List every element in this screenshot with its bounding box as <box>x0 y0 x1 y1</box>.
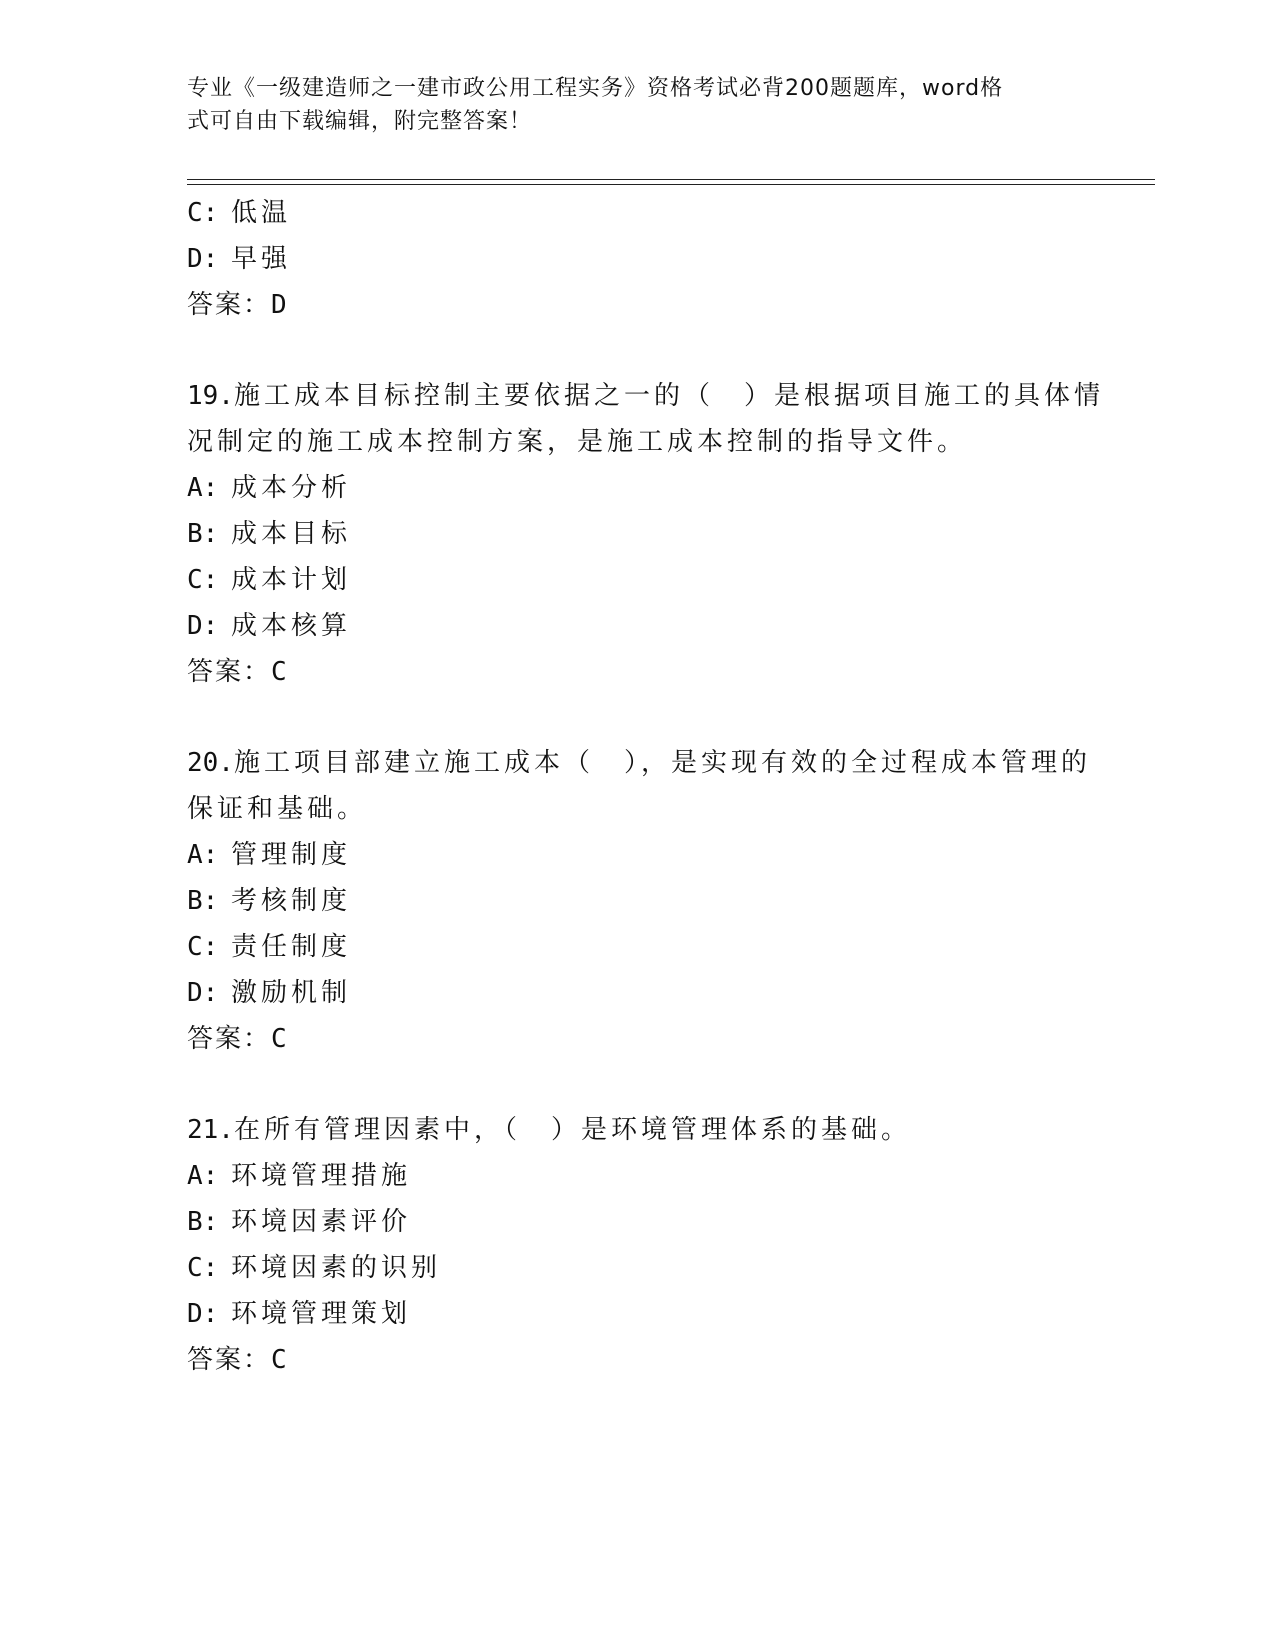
option-c <box>187 557 1087 603</box>
question-stem-text: 施工成本目标控制主要依据之一的（ ）是根据项目施工的具体情 <box>233 381 1104 411</box>
question-stem-line-2: 况制定的施工成本控制方案，是施工成本控制的指导文件。 <box>187 427 968 457</box>
option-key: C: <box>187 1253 219 1283</box>
option-key: A: <box>187 840 219 870</box>
answer-label: 答案： <box>187 1024 272 1054</box>
option-text: 责任制度 <box>231 932 352 962</box>
question-number: 19. <box>187 381 234 411</box>
option-text: 环境管理措施 <box>231 1161 412 1191</box>
option-text: 成本计划 <box>231 565 352 595</box>
question-stem-text: 在所有管理因素中，（ ）是环境管理体系的基础。 <box>233 1115 911 1145</box>
option-d <box>187 970 1087 1016</box>
question-stem-line-2: 保证和基础。 <box>187 794 368 824</box>
option-text: 成本目标 <box>231 519 352 549</box>
option-key: B: <box>187 1207 219 1237</box>
option-c <box>187 924 1087 970</box>
question-19 <box>187 373 1104 695</box>
option-text: 成本分析 <box>231 473 352 503</box>
question-stem-line-1 <box>187 740 1091 786</box>
question-number: 20. <box>187 748 234 778</box>
option-c <box>187 1245 1087 1291</box>
prev-question-block <box>187 190 1087 328</box>
option-d <box>187 1291 1087 1337</box>
option-text: 环境因素的识别 <box>231 1253 442 1283</box>
option-text: 考核制度 <box>231 886 352 916</box>
option-key: C: <box>187 932 219 962</box>
question-stem-text: 施工项目部建立施工成本（ ），是实现有效的全过程成本管理的 <box>233 748 1091 778</box>
question-20 <box>187 740 1091 1062</box>
option-b <box>187 511 1087 557</box>
question-stem-line-1 <box>187 1107 1087 1153</box>
question-list <box>187 190 1104 1383</box>
question-stem-line-1 <box>187 373 1104 419</box>
answer-line <box>187 1337 1087 1383</box>
header-divider-top <box>187 179 1155 180</box>
question-21 <box>187 1107 1087 1383</box>
answer-line <box>187 649 1087 695</box>
answer-label: 答案： <box>187 657 272 687</box>
option-key: B: <box>187 519 219 549</box>
header-line-1: 专业《一级建造师之一建市政公用工程实务》资格考试必背200题题库，word格 <box>187 76 1004 101</box>
option-c <box>187 190 1087 236</box>
option-d <box>187 603 1087 649</box>
option-b <box>187 1199 1087 1245</box>
answer-value: C <box>271 1024 289 1054</box>
answer-line <box>187 282 1087 328</box>
answer-value: D <box>271 290 289 320</box>
answer-value: C <box>271 1345 289 1375</box>
option-key: D: <box>187 978 219 1008</box>
document-header <box>187 72 1067 138</box>
option-key: D: <box>187 1299 219 1329</box>
option-text: 管理制度 <box>231 840 352 870</box>
option-text: 成本核算 <box>231 611 352 641</box>
header-divider-bottom <box>187 184 1155 185</box>
header-line-2: 式可自由下载编辑，附完整答案！ <box>187 109 533 134</box>
option-text: 环境管理策划 <box>231 1299 412 1329</box>
option-a <box>187 465 1087 511</box>
option-key: D: <box>187 611 219 641</box>
option-key: C: <box>187 198 219 228</box>
option-text: 早强 <box>231 244 292 274</box>
answer-line <box>187 1016 1087 1062</box>
answer-label: 答案： <box>187 1345 272 1375</box>
option-key: A: <box>187 473 219 503</box>
option-text: 低温 <box>231 198 292 228</box>
option-text: 环境因素评价 <box>231 1207 412 1237</box>
option-text: 激励机制 <box>231 978 352 1008</box>
answer-label: 答案： <box>187 290 272 320</box>
question-number: 21. <box>187 1115 234 1145</box>
option-key: D: <box>187 244 219 274</box>
option-key: C: <box>187 565 219 595</box>
option-d <box>187 236 1087 282</box>
option-key: A: <box>187 1161 219 1191</box>
option-a <box>187 1153 1087 1199</box>
option-key: B: <box>187 886 219 916</box>
answer-value: C <box>271 657 289 687</box>
option-a <box>187 832 1087 878</box>
option-b <box>187 878 1087 924</box>
